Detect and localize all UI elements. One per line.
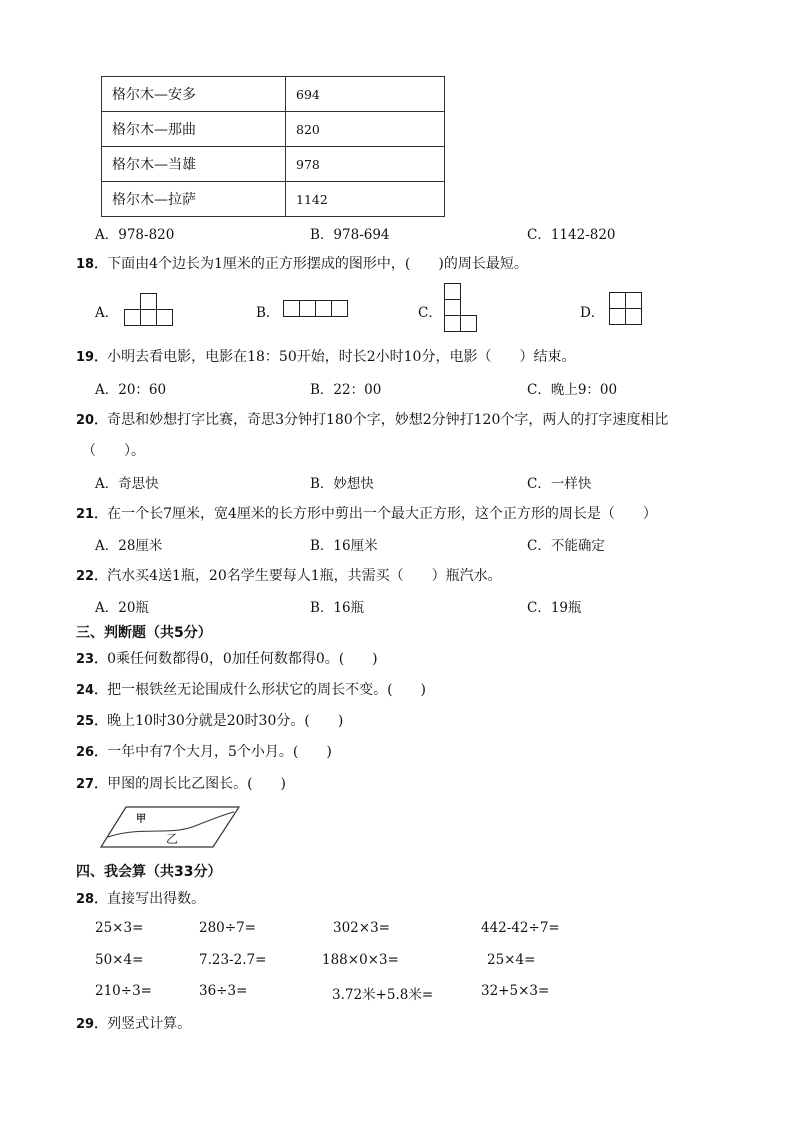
question-text: 甲图的周长比乙图长。( ) [107, 776, 287, 792]
question-text: 汽水买4送1瓶，20名学生要每人1瓶，共需买（ ）瓶汽水。 [107, 568, 502, 584]
q22-stem [76, 565, 502, 585]
calc-item[interactable]: 36÷3= [199, 983, 248, 999]
calc-item[interactable]: 302×3= [333, 920, 390, 936]
question-text: 在一个长7厘米，宽4厘米的长方形中剪出一个最大正方形，这个正方形的周长是（ ） [107, 506, 657, 522]
q27 [76, 773, 286, 793]
route-cell: 格尔木—那曲 [102, 112, 286, 147]
q21-option-a[interactable]: A．28厘米 [95, 538, 163, 554]
q22-option-b[interactable]: B．16瓶 [310, 600, 365, 616]
question-number: 23． [76, 652, 108, 667]
q22-option-c[interactable]: C．19瓶 [527, 600, 582, 616]
question-number: 24． [76, 683, 108, 698]
q20-option-c[interactable]: C．一样快 [527, 476, 592, 492]
route-cell: 格尔木—安多 [102, 77, 286, 112]
calc-item[interactable]: 3.72米+5.8米= [332, 987, 434, 1003]
question-text: 奇思和妙想打字比赛，奇思3分钟打180个字，妙想2分钟打120个字，两人的打字速度相比 [107, 412, 669, 428]
route-cell: 格尔木—当雄 [102, 147, 286, 182]
q18-label-a[interactable]: A． [95, 305, 119, 321]
distance-cell: 694 [286, 77, 445, 112]
question-number: 25． [76, 714, 108, 729]
calc-item[interactable]: 442-42÷7= [481, 920, 560, 936]
section-heading-calc: 四、我会算（共33分） [76, 864, 222, 880]
question-text: 0乘任何数都得0，0加任何数都得0。( ) [107, 651, 378, 667]
question-number: 21． [76, 507, 108, 522]
table-row [102, 77, 445, 112]
q17-option-c[interactable]: C．1142-820 [527, 227, 616, 243]
q19-option-b[interactable]: B．22：00 [310, 382, 382, 398]
q23 [76, 648, 378, 668]
table-row [102, 182, 445, 217]
q24 [76, 679, 426, 699]
distance-cell: 1142 [286, 182, 445, 217]
q21-stem [76, 503, 657, 523]
shape-d-icon [609, 292, 642, 325]
fig-label-jia: 甲 [136, 814, 146, 825]
calc-item[interactable]: 7.23-2.7= [199, 952, 267, 968]
q20-stem-cont: （ ）。 [82, 443, 145, 459]
question-text: 列竖式计算。 [107, 1016, 192, 1032]
q20-stem [76, 409, 668, 429]
q17-option-a[interactable]: A．978-820 [95, 227, 175, 243]
shape-c-icon [444, 283, 477, 332]
q19-option-c[interactable]: C．晚上9：00 [527, 382, 618, 398]
question-number: 22． [76, 569, 108, 584]
question-text: 一年中有7个大月，5个小月。( ) [107, 744, 332, 760]
q17-option-b[interactable]: B．978-694 [310, 227, 390, 243]
distance-cell: 820 [286, 112, 445, 147]
distance-cell: 978 [286, 147, 445, 182]
q25 [76, 710, 343, 730]
question-number: 26． [76, 745, 108, 760]
q19-stem [76, 346, 575, 366]
q18-label-d[interactable]: D． [580, 305, 605, 321]
q19-option-a[interactable]: A．20：60 [95, 382, 167, 398]
q29 [76, 1013, 191, 1033]
distance-table [101, 76, 445, 217]
q20-option-b[interactable]: B．妙想快 [310, 476, 374, 492]
question-text: 下面由4个边长为1厘米的正方形摆成的图形中，( )的周长最短。 [107, 256, 528, 272]
fig-label-yi: 乙 [166, 832, 179, 846]
q22-option-a[interactable]: A．20瓶 [95, 600, 149, 616]
question-text: 小明去看电影，电影在18：50开始，时长2小时10分，电影（ ）结束。 [107, 349, 576, 365]
calc-item[interactable]: 32+5×3= [481, 983, 550, 999]
calc-item[interactable]: 280÷7= [199, 920, 256, 936]
question-text: 直接写出得数。 [107, 891, 206, 907]
calc-item[interactable]: 188×0×3= [322, 952, 399, 968]
question-number: 28． [76, 892, 108, 907]
question-text: 晚上10时30分就是20时30分。( ) [107, 713, 344, 729]
shape-b-icon [283, 300, 348, 317]
calc-item[interactable]: 50×4= [95, 952, 144, 968]
q20-option-a[interactable]: A．奇思快 [95, 476, 159, 492]
shape-a-icon [124, 293, 173, 326]
q28-stem [76, 888, 205, 908]
question-number: 29． [76, 1017, 108, 1032]
q18-label-b[interactable]: B． [256, 305, 280, 321]
q18-stem [76, 253, 528, 273]
table-row [102, 112, 445, 147]
question-number: 18． [76, 257, 108, 272]
q26 [76, 741, 332, 761]
table-row [102, 147, 445, 182]
calc-item[interactable]: 25×3= [95, 920, 144, 936]
question-number: 19． [76, 350, 108, 365]
parallelogram-figure [100, 806, 240, 848]
calc-item[interactable]: 25×4= [487, 952, 536, 968]
question-number: 20． [76, 413, 108, 428]
route-cell: 格尔木—拉萨 [102, 182, 286, 217]
q21-option-c[interactable]: C．不能确定 [527, 538, 605, 554]
calc-item[interactable]: 210÷3= [95, 983, 152, 999]
q21-option-b[interactable]: B．16厘米 [310, 538, 378, 554]
question-text: 把一根铁丝无论围成什么形状它的周长不变。( ) [107, 682, 427, 698]
section-heading-judgment: 三、判断题（共5分） [76, 625, 212, 641]
question-number: 27． [76, 777, 108, 792]
q18-label-c[interactable]: C． [418, 305, 442, 321]
